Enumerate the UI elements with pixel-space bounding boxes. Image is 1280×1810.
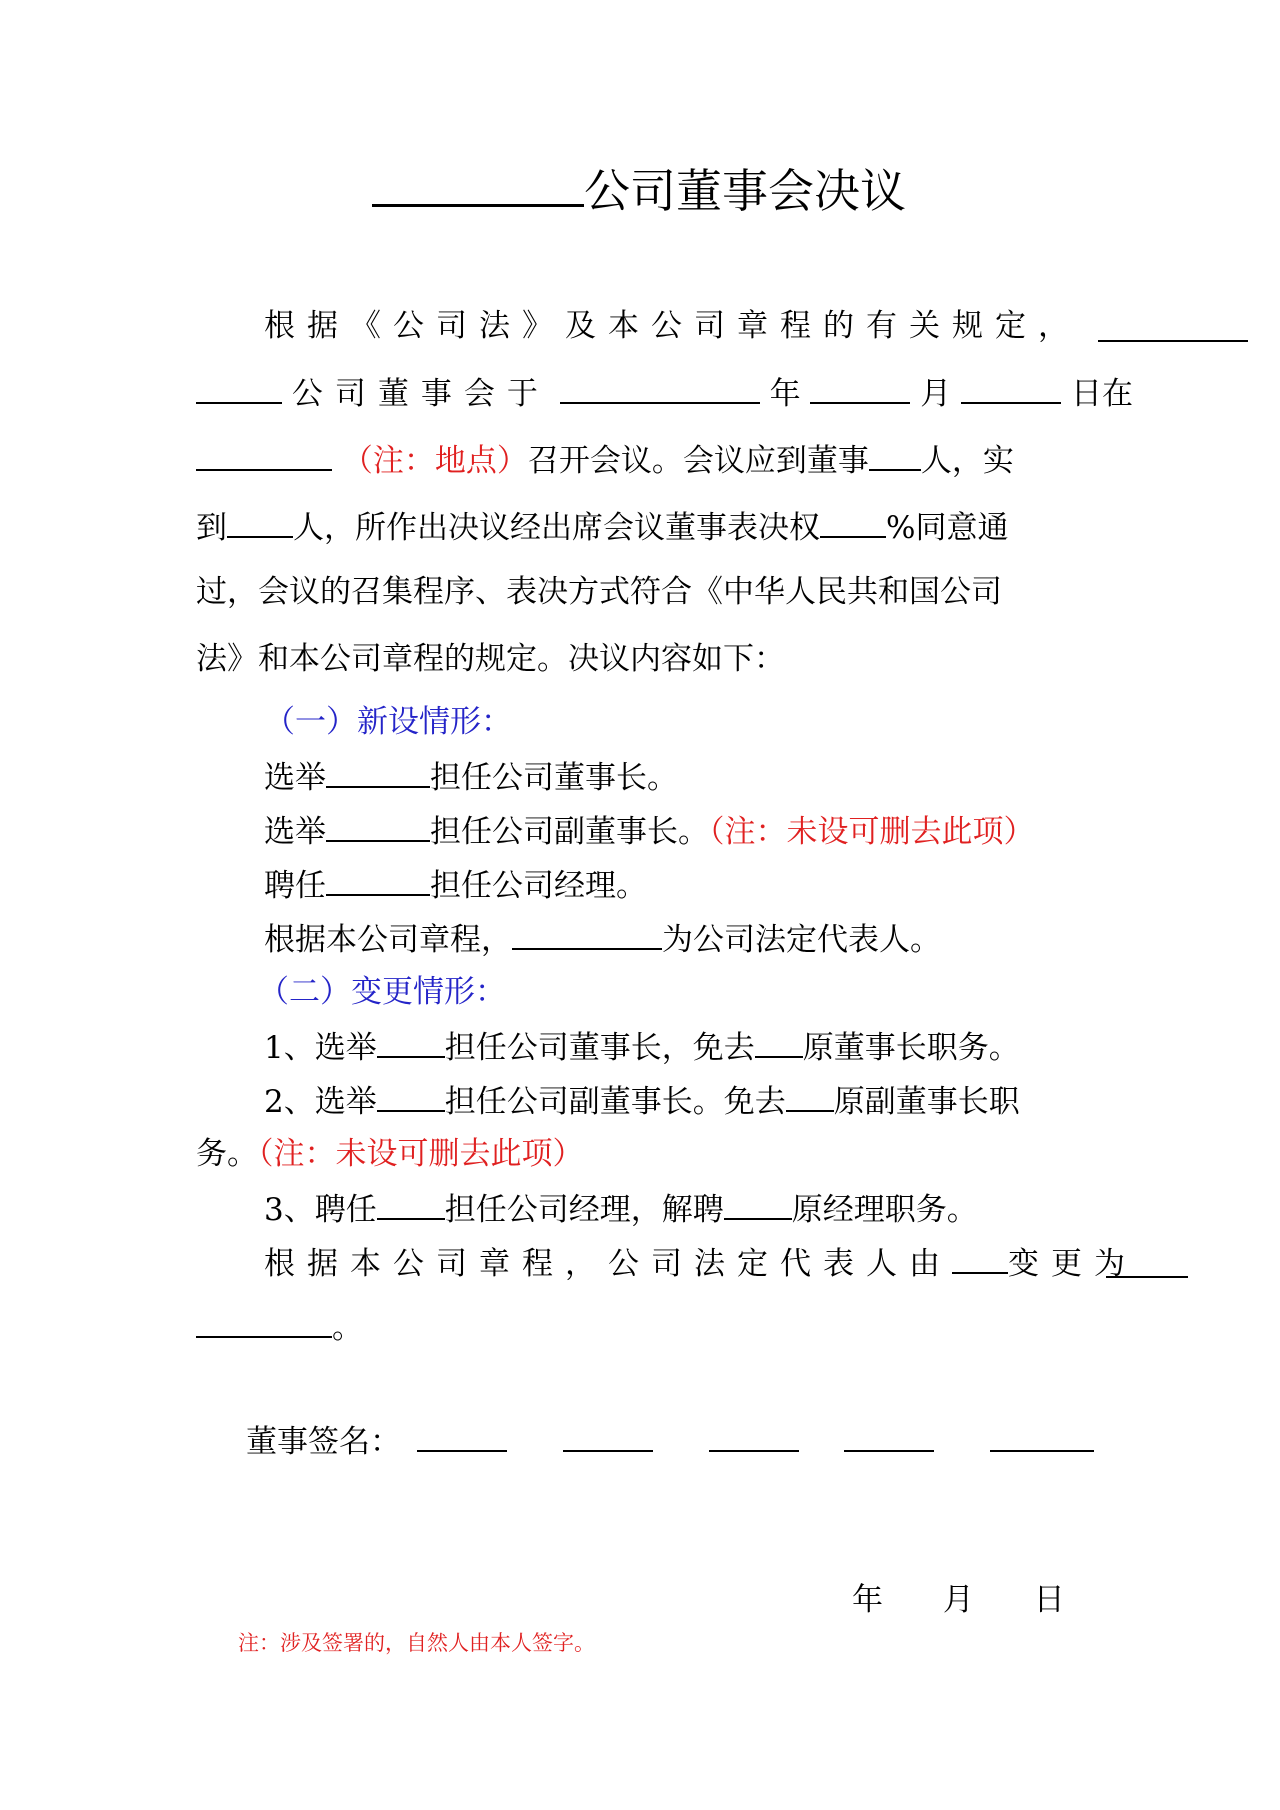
intro-line-6: 法》和本公司章程的规定。决议内容如下： <box>196 641 785 677</box>
former-vice-chairman-blank[interactable] <box>786 1080 834 1112</box>
footnote: 注：涉及签署的，自然人由本人签字。 <box>238 1631 595 1655</box>
change-chairman-blank[interactable] <box>377 1026 445 1058</box>
signature-blank-4[interactable] <box>844 1420 934 1452</box>
change-manager-blank[interactable] <box>377 1188 445 1220</box>
change-manager-line: 3、聘任 担任公司经理，解聘 原经理职务。 <box>264 1188 978 1230</box>
company-blank-b[interactable] <box>196 372 282 404</box>
delete-note: （注：未设可删去此项） <box>258 1136 584 1172</box>
new-legal-rep-blank-b[interactable] <box>196 1306 332 1338</box>
place-note: （注：地点） <box>341 443 528 479</box>
section-change-heading: （二）变更情形： <box>258 974 506 1010</box>
new-manager-line: 聘任 担任公司经理。 <box>264 864 647 906</box>
change-legal-rep-line-cont: 。 <box>196 1306 363 1348</box>
change-vice-chairman-blank[interactable] <box>377 1080 445 1112</box>
new-vice-chairman-line: 选举 担任公司副董事长。（注：未设可删去此项） <box>264 810 1035 852</box>
intro-line-4: 到 人，所作出决议经出席会议董事表决权 %同意通 <box>196 506 1008 548</box>
date-year: 年 <box>852 1582 883 1618</box>
former-legal-rep-blank[interactable] <box>952 1242 1008 1274</box>
signature-blank-1[interactable] <box>417 1420 507 1452</box>
new-chairman-line: 选举 担任公司董事长。 <box>264 756 678 798</box>
change-vice-chairman-line-cont: 务。（注：未设可删去此项） <box>196 1136 584 1172</box>
day-blank[interactable] <box>961 372 1061 404</box>
intro-line-3: （注：地点）召开会议。会议应到董事 人，实 <box>196 439 1014 481</box>
expected-directors-blank[interactable] <box>869 439 921 471</box>
signature-line: 董事签名： <box>246 1420 1094 1462</box>
intro-line-1: 根据《公司法》及本公司章程的有关规定， <box>264 308 1081 344</box>
change-chairman-line: 1、选举 担任公司董事长，免去 原董事长职务。 <box>264 1026 1020 1068</box>
year-blank[interactable] <box>560 372 760 404</box>
date-day: 日 <box>1033 1582 1065 1618</box>
new-manager-blank[interactable] <box>326 864 430 896</box>
section-new-heading: （一）新设情形： <box>264 704 512 740</box>
document-title: 公司董事会决议 <box>372 160 906 221</box>
change-vice-chairman-line: 2、选举 担任公司副董事长。免去 原副董事长职 <box>264 1080 1020 1122</box>
new-chairman-blank[interactable] <box>326 756 430 788</box>
company-blank-a[interactable] <box>1098 310 1248 342</box>
intro-line-5: 过，会议的召集程序、表决方式符合《中华人民共和国公司 <box>196 574 1002 610</box>
signature-blank-2[interactable] <box>563 1420 653 1452</box>
intro-line-2: 公司董事会于 年 月 日在 <box>196 372 1133 414</box>
former-chairman-blank[interactable] <box>755 1026 803 1058</box>
new-legal-rep-line: 根据本公司章程， 为公司法定代表人。 <box>264 918 941 960</box>
new-vice-chairman-blank[interactable] <box>326 810 430 842</box>
present-directors-blank[interactable] <box>227 506 293 538</box>
vote-percent-blank[interactable] <box>820 506 886 538</box>
signature-blank-5[interactable] <box>990 1420 1094 1452</box>
change-legal-rep-line: 根据本公司章程，公司法定代表人由 变更为 <box>264 1242 1137 1284</box>
date-line <box>852 1580 1065 1620</box>
month-blank[interactable] <box>810 372 910 404</box>
delete-note: （注：未设可删去此项） <box>709 814 1035 850</box>
former-manager-blank[interactable] <box>724 1188 792 1220</box>
date-month: 月 <box>942 1582 974 1618</box>
signature-blank-3[interactable] <box>709 1420 799 1452</box>
place-blank[interactable] <box>196 439 332 471</box>
new-legal-rep-blank-a[interactable] <box>1106 1246 1188 1278</box>
new-legal-rep-blank[interactable] <box>512 918 662 950</box>
company-name-blank[interactable] <box>372 160 584 207</box>
